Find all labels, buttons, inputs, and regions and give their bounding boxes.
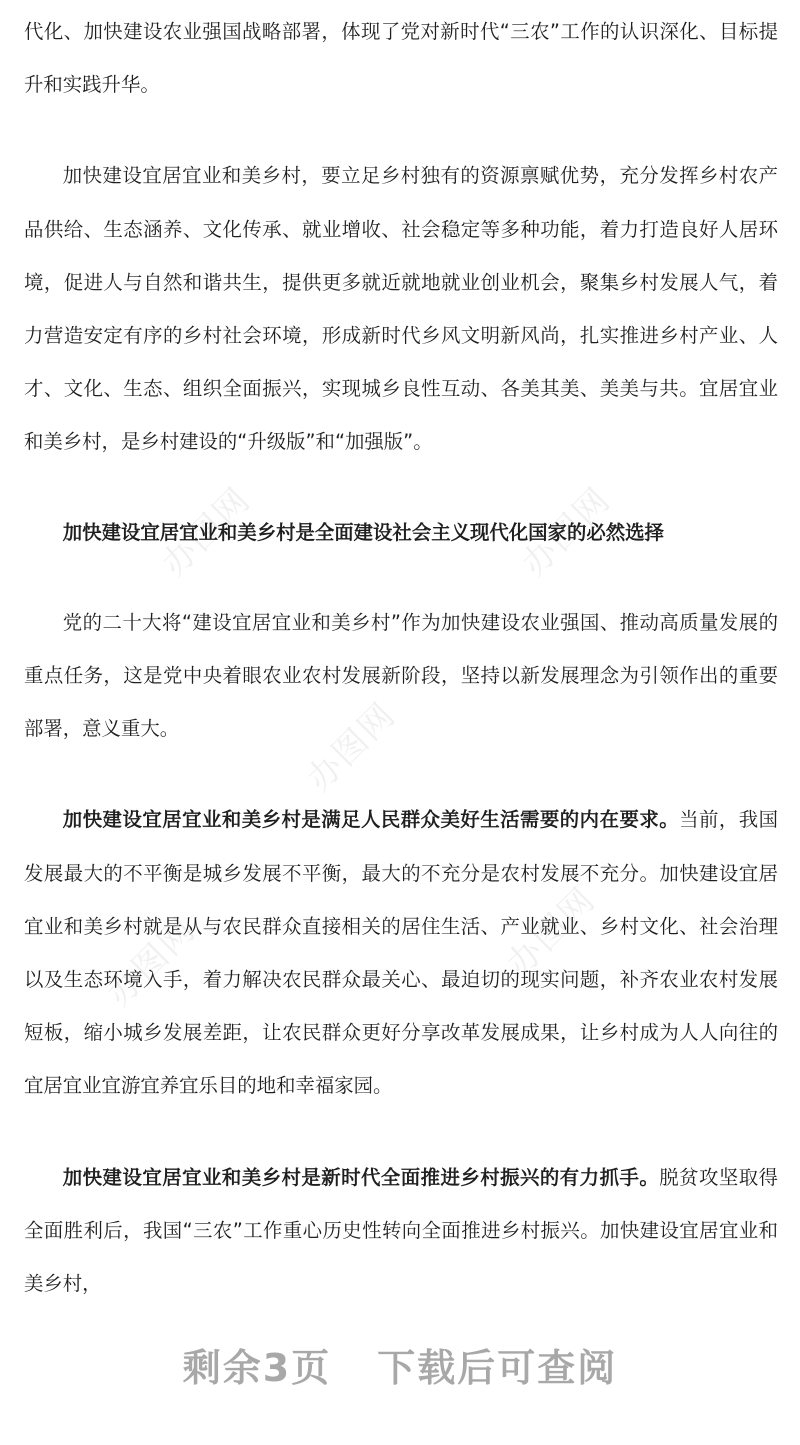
paragraph-lead: 加快建设宜居宜业和美乡村是新时代全面推进乡村振兴的有力抓手。 bbox=[62, 1165, 660, 1189]
watermark: 办图网 bbox=[154, 479, 259, 585]
download-to-view-label: 下载后可查阅 bbox=[377, 1346, 618, 1390]
remaining-pages-label: 剩余3页 bbox=[182, 1346, 332, 1390]
paragraph bbox=[24, 1151, 778, 1311]
watermark: 办图网 bbox=[499, 879, 604, 985]
watermark: 办图网 bbox=[99, 909, 204, 1015]
paragraph: 代化、加快建设农业强国战略部署，体现了党对新时代“三农”工作的认识深化、目标提升和实践升华。 bbox=[24, 20, 778, 97]
download-prompt-banner[interactable] bbox=[0, 1337, 800, 1392]
watermark: 办图网 bbox=[299, 694, 404, 800]
watermark: 办图网 bbox=[514, 479, 619, 585]
paragraph-text: 脱贫攻坚取得全面胜利后，我国“三农”工作重心历史性转向全面推进乡村振兴。加快建设宜居宜业和美乡村， bbox=[24, 1165, 779, 1296]
paragraph bbox=[24, 793, 778, 1112]
section-heading: 加快建设宜居宜业和美乡村是全面建设社会主义现代化国家的必然选择 bbox=[62, 520, 664, 544]
paragraph-text: 当前，我国发展最大的不平衡是城乡发展不平衡，最大的不充分是农村发展不充分。加快建设宜居宜业和美乡村就是从与农民群众直接相关的居住生活、产业就业、乡村文化、社会治理以及生态环境入手，着力解决农民群众最关心、最迫切的现实问题，补齐农业农村发展短板，缩小城乡发展差距，让农民群众更好分享改革发展成果，让乡村成为人人向往的宜居宜业宜游宜养宜乐目的地和幸福家园。 bbox=[24, 808, 779, 1098]
paragraph: 加快建设宜居宜业和美乡村，要立足乡村独有的资源禀赋优势，充分发挥乡村农产品供给、生态涵养、文化传承、就业增收、社会稳定等多种功能，着力打造良好人居环境，促进人与自然和谐共生，提供更多就近就地就业创业机会，聚集乡村发展人气，着力营造安定有序的乡村社会环境，形成新时代乡风文明新风尚，扎实推进乡村产业、人才、文化、生态、组织全面振兴，实现城乡良性互动、各美其美、美美与共。宜居宜业和美乡村，是乡村建设的“升级版”和“加强版”。 bbox=[24, 164, 778, 454]
article-body bbox=[24, 5, 778, 1310]
paragraph: 党的二十大将“建设宜居宜业和美乡村”作为加快建设农业强国、推动高质量发展的重点任务，这是党中央着眼农业农村发展新阶段，坚持以新发展理念为引领作出的重要部署，意义重大。 bbox=[24, 610, 778, 741]
paragraph-lead: 加快建设宜居宜业和美乡村是满足人民群众美好生活需要的内在要求。 bbox=[62, 808, 680, 832]
